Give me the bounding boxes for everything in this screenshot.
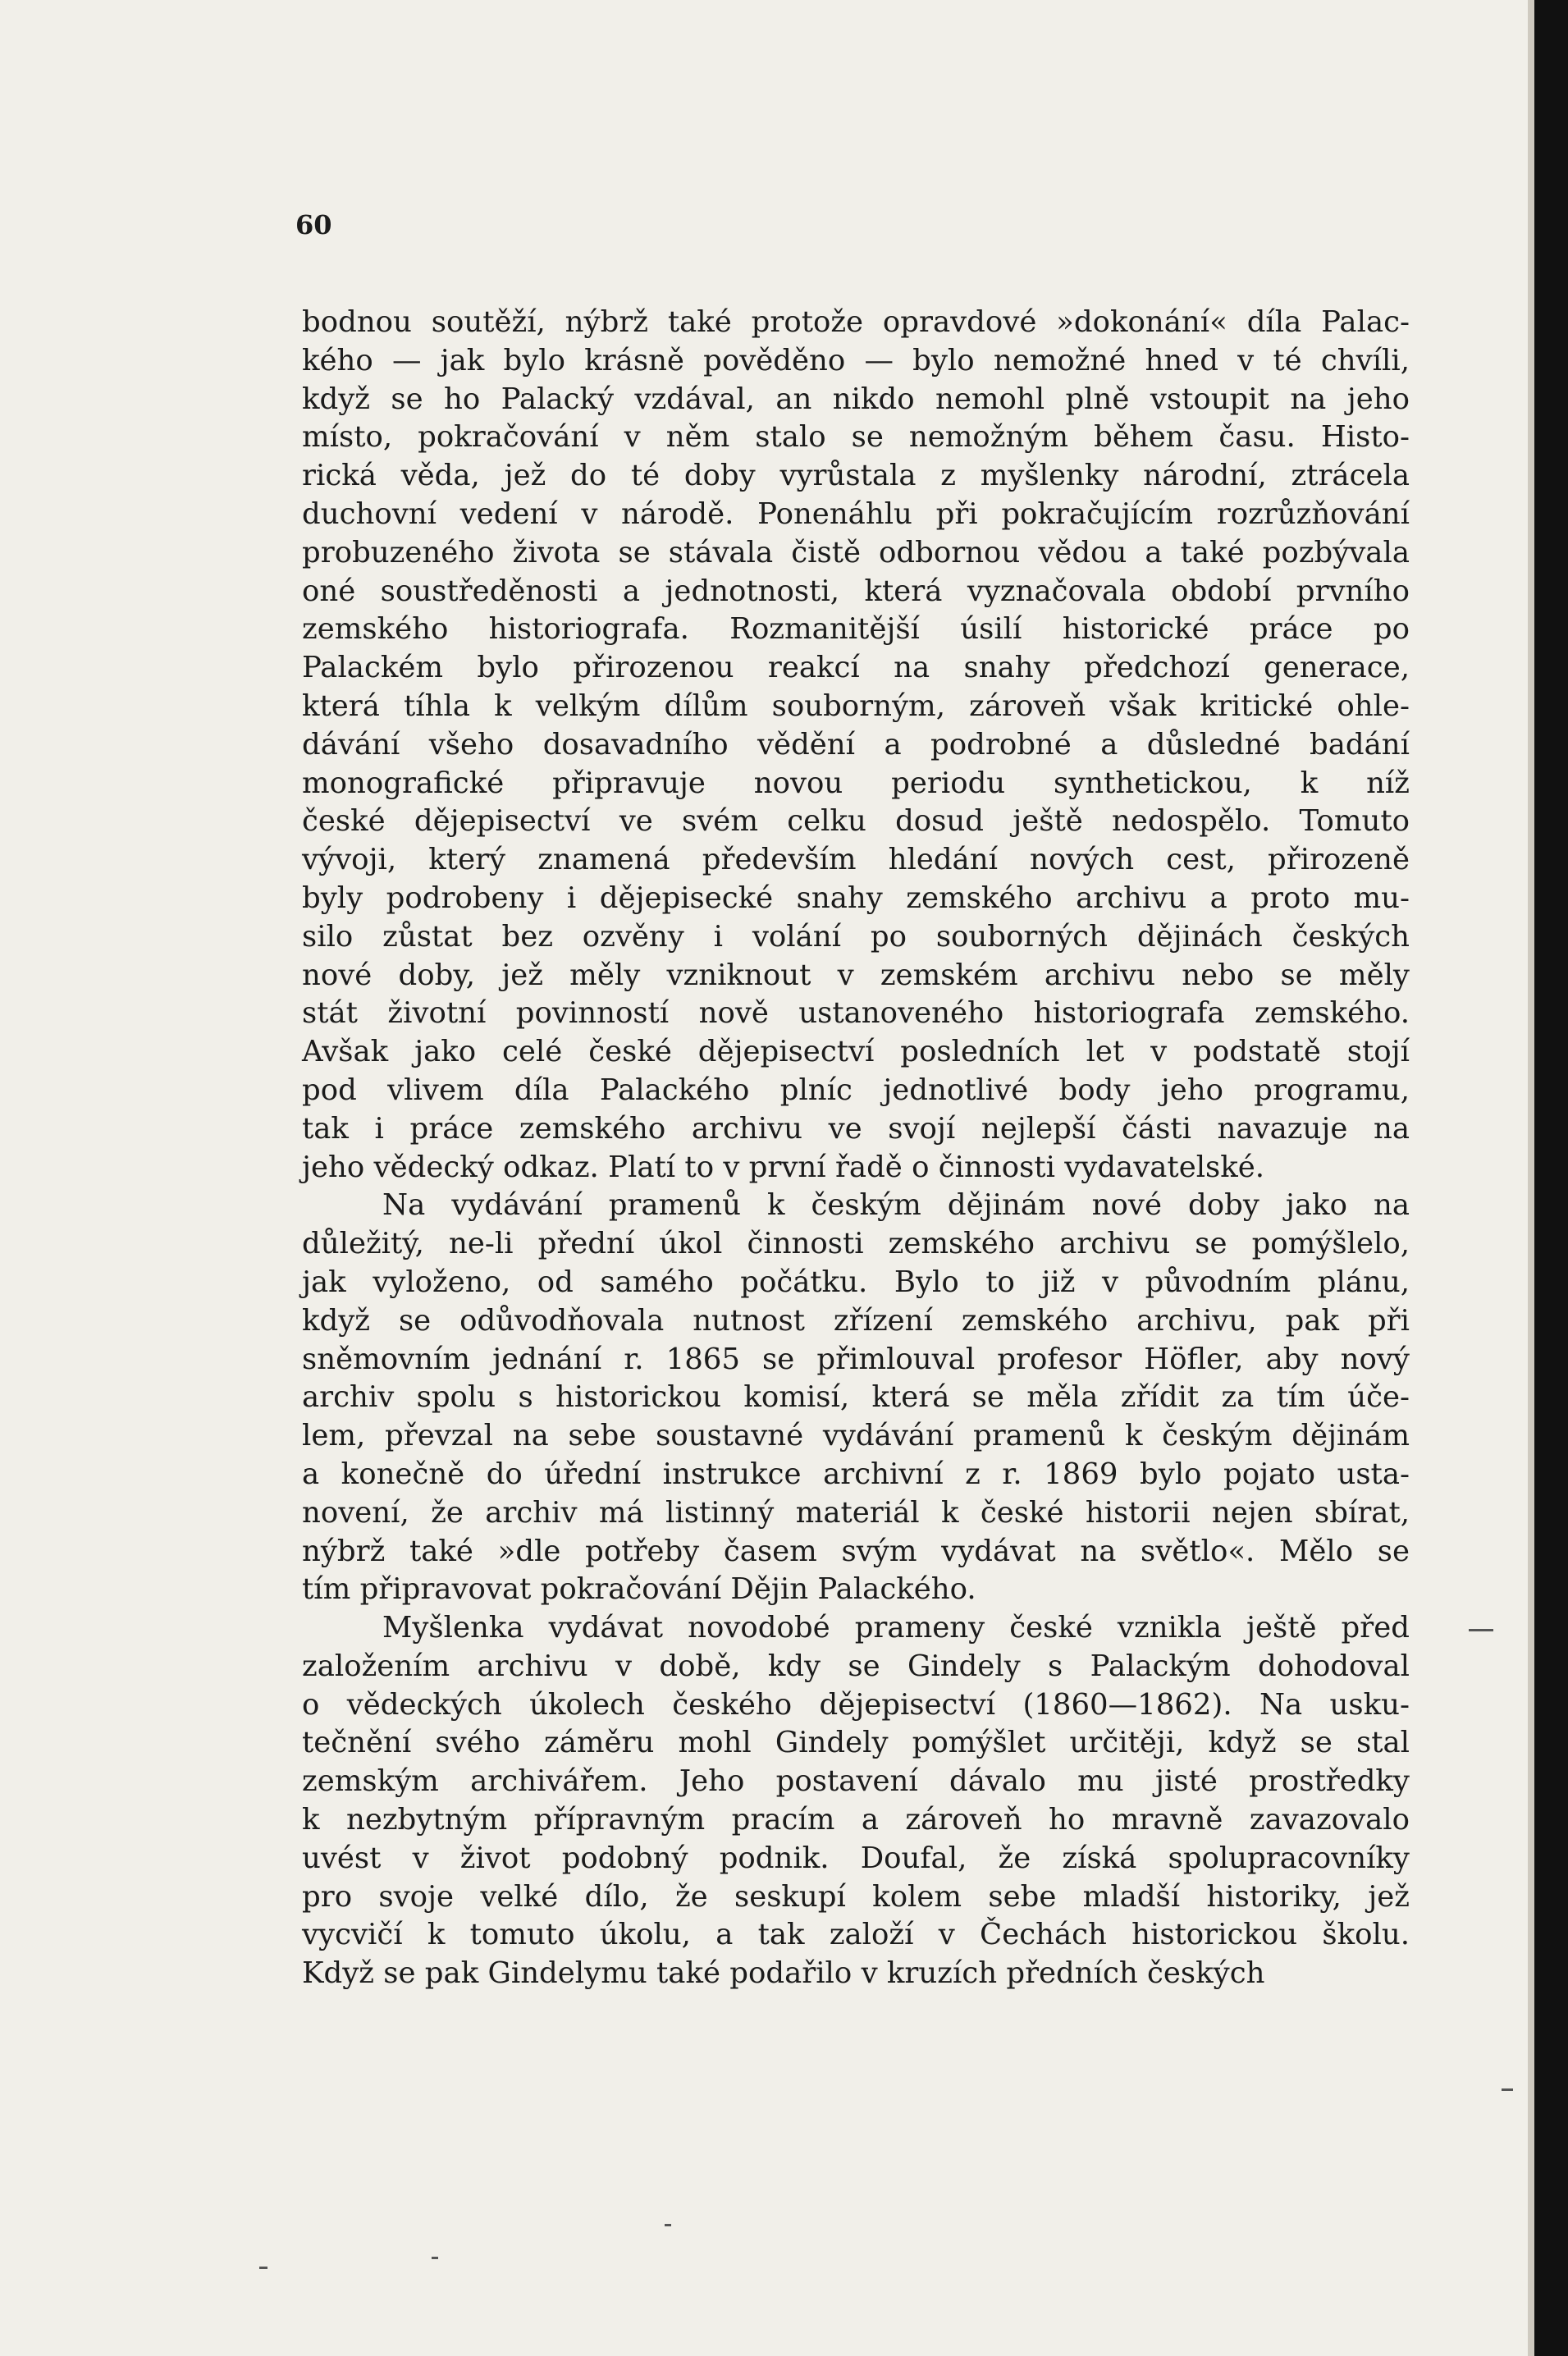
scan-speck xyxy=(259,2267,267,2269)
text-line: k nezbytným přípravným pracím a zároveň ho mravně zavazovalo xyxy=(302,1803,1410,1837)
scan-speck xyxy=(665,2224,671,2226)
text-line: monografické připravuje novou periodu synthetickou, k níž xyxy=(302,766,1410,800)
scan-speck xyxy=(1469,1629,1493,1631)
text-line: lem, převzal na sebe soustavné vydávání pramenů k českým dějinám xyxy=(302,1419,1410,1453)
text-line: byly podrobeny i dějepisecké snahy zemského archivu a proto mu- xyxy=(302,881,1410,915)
text-line: nové doby, jež měly vzniknout v zemském archivu nebo se měly xyxy=(302,958,1410,992)
text-line: místo, pokračování v něm stalo se nemožným během času. Histo- xyxy=(302,420,1410,455)
text-line: bodnou soutěží, nýbrž také protože opravdové »dokonání« díla Palac- xyxy=(302,305,1410,339)
text-line: tečnění svého záměru mohl Gindely pomýšlet určitěji, když se stal xyxy=(302,1726,1410,1760)
text-line: archiv spolu s historickou komisí, která se měla zřídit za tím úče- xyxy=(302,1380,1410,1415)
text-line: tak i práce zemského archivu ve svojí nejlepší části navazuje na xyxy=(302,1111,1410,1146)
paragraph xyxy=(302,1187,1410,1609)
text-line: zemského historiografa. Rozmanitější úsilí historické práce po xyxy=(302,612,1410,647)
text-line: Avšak jako celé české dějepisectví posledních let v podstatě stojí xyxy=(302,1035,1410,1069)
text-line: kého — jak bylo krásně pověděno — bylo nemožné hned v té chvíli, xyxy=(302,343,1410,377)
text-line: jeho vědecký odkaz. Platí to v první řadě o činnosti vydavatelské. xyxy=(302,1150,1265,1184)
text-line: oné soustředěnosti a jednotnosti, která vyznačovala období prvního xyxy=(302,574,1410,608)
text-line: Na vydávání pramenů k českým dějinám nové doby jako na xyxy=(382,1188,1410,1223)
text-line: a konečně do úřední instrukce archivní z r. 1869 bylo pojato usta- xyxy=(302,1457,1410,1491)
text-line: když se ho Palacký vzdával, an nikdo nemohl plně vstoupit na jeho xyxy=(302,382,1410,416)
text-line: založením archivu v době, kdy se Gindely s Palackým dohodoval xyxy=(302,1649,1410,1683)
text-line: jak vyloženo, od samého počátku. Bylo to již v původním plánu, xyxy=(302,1265,1410,1299)
text-line: pro svoje velké dílo, že seskupí kolem sebe mladší historiky, jež xyxy=(302,1879,1410,1914)
text-line: silo zůstat bez ozvěny i volání po souborných dějinách českých xyxy=(302,919,1410,954)
text-line: když se odůvodňovala nutnost zřízení zemského archivu, pak při xyxy=(302,1303,1410,1338)
text-line: nýbrž také »dle potřeby časem svým vydávat na světlo«. Mělo se xyxy=(302,1534,1410,1568)
text-line: vycvičí k tomuto úkolu, a tak založí v Čechách historickou školu. xyxy=(302,1918,1410,1952)
text-line: zemským archivářem. Jeho postavení dávalo mu jisté prostředky xyxy=(302,1764,1410,1799)
text-line: probuzeného života se stávala čistě odbornou vědou a také pozbývala xyxy=(302,535,1410,570)
text-line: rická věda, jež do té doby vyrůstala z myšlenky národní, ztrácela xyxy=(302,459,1410,493)
text-line: vývoji, který znamená především hledání nových cest, přirozeně xyxy=(302,843,1410,877)
text-line: tím připravovat pokračování Dějin Palackého. xyxy=(302,1572,976,1607)
text-line: která tíhla k velkým dílům souborným, zároveň však kritické ohle- xyxy=(302,689,1410,723)
scan-speck xyxy=(432,2257,438,2259)
paragraph xyxy=(302,1609,1410,1993)
page-edge-shadow xyxy=(1528,0,1534,2356)
text-line: dávání všeho dosavadního vědění a podrobné a důsledné badání xyxy=(302,727,1410,762)
text-line: pod vlivem díla Palackého plníc jednotlivé body jeho programu, xyxy=(302,1073,1410,1107)
scan-border xyxy=(1534,0,1568,2356)
text-line: důležitý, ne-li přední úkol činnosti zemského archivu se pomýšlelo, xyxy=(302,1227,1410,1261)
text-line: stát životní povinností nově ustanoveného historiografa zemského. xyxy=(302,996,1410,1031)
text-line: novení, že archiv má listinný materiál k české historii nejen sbírat, xyxy=(302,1495,1410,1530)
text-line: Palackém bylo přirozenou reakcí na snahy předchozí generace, xyxy=(302,651,1410,685)
text-line: o vědeckých úkolech českého dějepisectví (1860—1862). Na usku- xyxy=(302,1687,1410,1722)
text-line: Myšlenka vydávat novodobé prameny české vznikla ještě před xyxy=(382,1611,1410,1645)
page-number: 60 xyxy=(295,209,332,240)
text-line: Když se pak Gindelymu také podařilo v kruzích předních českých xyxy=(302,1956,1265,1991)
scan-speck xyxy=(1502,2088,1513,2091)
paragraph xyxy=(302,304,1410,1187)
text-line: uvést v život podobný podnik. Doufal, že získá spolupracovníky xyxy=(302,1841,1410,1875)
body-text xyxy=(302,304,1410,1993)
text-line: duchovní vedení v národě. Ponenáhlu při pokračujícím rozrůzňování xyxy=(302,496,1410,531)
text-line: české dějepisectví ve svém celku dosud ještě nedospělo. Tomuto xyxy=(302,804,1410,839)
text-line: sněmovním jednání r. 1865 se přimlouval profesor Höfler, aby nový xyxy=(302,1342,1410,1376)
